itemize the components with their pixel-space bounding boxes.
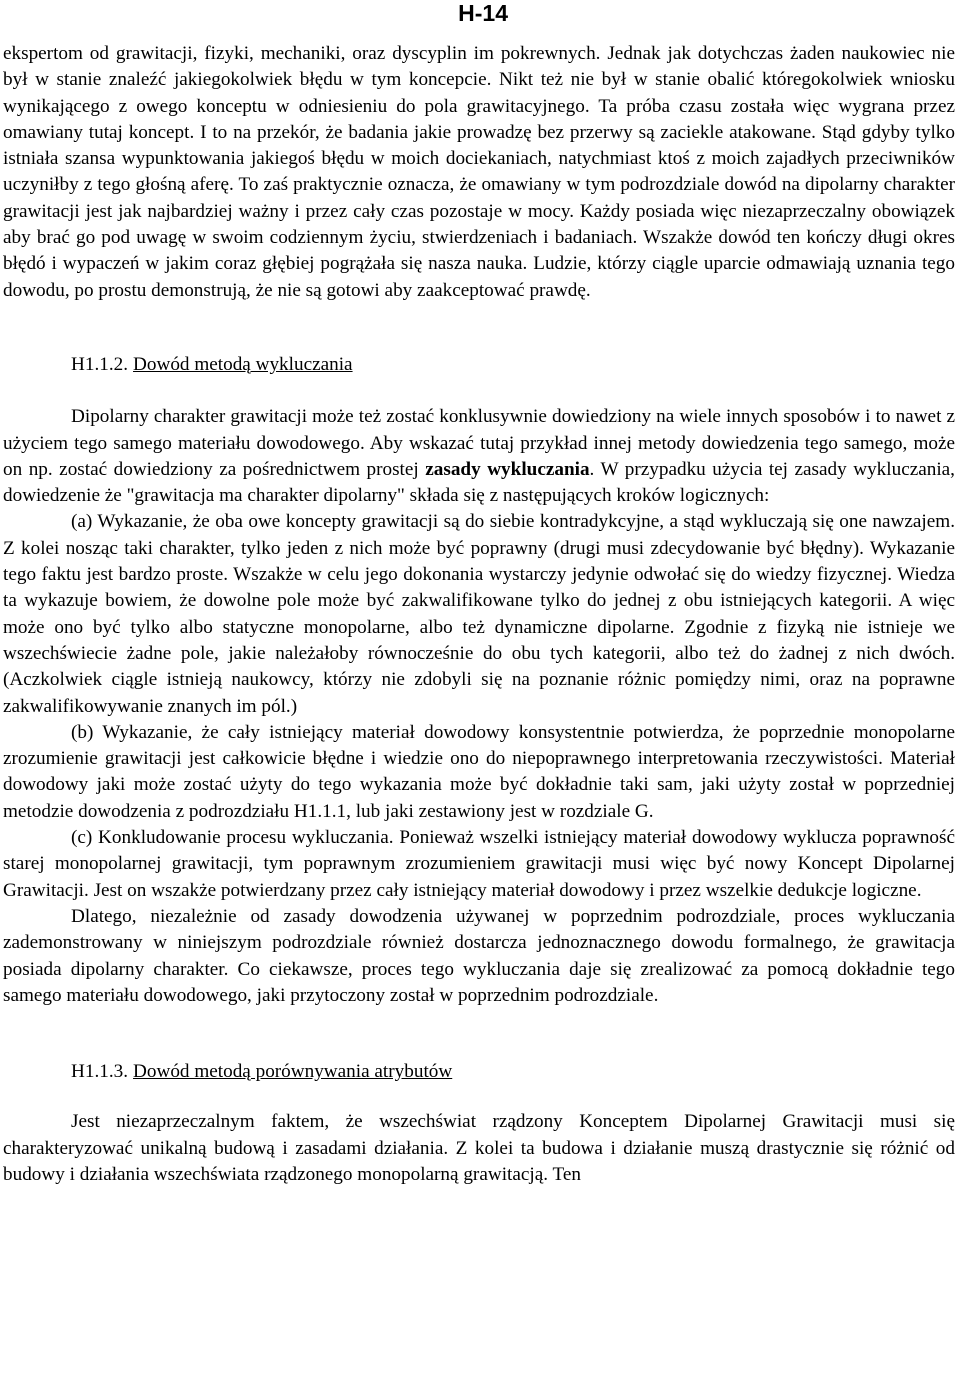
- page-header: H-14: [458, 0, 508, 26]
- step-a-paragraph: (a) Wykazanie, że oba owe koncepty grawitacji są do siebie kontradykcyjne, a stąd wykluczają się one nawzajem. Z kolei nosząc taki charakter, tylko jeden z nich może być poprawny (drugi musi zdecydowanie być błędny). Wykazanie tego faktu jest bardzo proste. Wszakże w celu jego dokonania wystarczy jedynie odwołać się do wiedzy fizycznej. Wiedza ta wykazuje bowiem, że dowolne pole może być zakwalifikowane tylko do jednej z obu istniejących kategorii. A więc może ono być tylko albo statyczne monopolarne, albo też dynamiczne dipolarne. Zgodnie z fizyką nie istnieje we wszechświecie żadne pole, jakie należałoby równocześnie do obu tych kategorii, albo też do żadnej z nich dwóch. (Aczkolwiek ciągle istnieją naukowcy, którzy nie zdobyli się na poznanie różnic pomiędzy nimi, oraz na poprawne zakwalifikowywanie znanych im pól.): [3, 511, 955, 717]
- attributes-paragraph: Jest niezaprzeczalnym faktem, że wszechświat rządzony Konceptem Dipolarnej Grawitacji musi się charakteryzować unikalną budową i zasadami działania. Z kolei ta budowa i działanie muszą drastycznie się różnić od budowy i działania wszechświata rządzonego monopolarną grawitacją. Ten: [3, 1111, 955, 1185]
- section-title: Dowód metodą porównywania atrybutów: [133, 1061, 453, 1083]
- section-heading-h1-1-2: [3, 352, 955, 378]
- intro-paragraph: ekspertom od grawitacji, fizyki, mechaniki, oraz dyscyplin im pokrewnych. Jednak jak dotychczas żaden naukowiec nie był w stanie znaleźć jakiegokolwiek błędu w tym koncepcie. Nikt też nie był w stanie obalić któregokolwiek wniosku wynikającego z owego konceptu w odniesieniu do pola grawitacyjnego. Ta próba czasu została więc wygrana przez omawiany tutaj koncept. I to na przekór, że badania jakie prowadzę bez przerwy są zaciekle atakowane. Stąd gdyby tylko istniała szansa wypunktowania jakiegoś błędu w moich dociekaniach, natychmiast ktoś z moich zajadłych przeciwników uczyniłby z tego głośną aferę. To zaś praktycznie oznacza, że omawiany w tym podrozdziale dowód na dipolarny charakter grawitacji jest jak najbardziej ważny i przez cały czas pozostaje w mocy. Każdy posiada więc niezaprzeczalny obowiązek aby brać go pod uwagę w swoim codziennym życiu, stwierdzeniach i badaniach. Wszakże dowód ten kończy długi okres błędó i wypaczeń w jakim coraz głębiej pogrążała się nasza nauka. Ludzie, którzy ciągle uparcie odmawiają uznania tego dowodu, po prostu demonstrują, że nie są gotowi aby zaakceptować prawdę.: [3, 43, 955, 301]
- step-b-paragraph: (b) Wykazanie, że cały istniejący materiał dowodowy konsystentnie potwierdza, że poprzednie monopolarne zrozumienie grawitacji jest całkowicie błędne i wiedzie ono do niepoprawnego interpretowania rzeczywistości. Materiał dowodowy jaki może zostać użyty do tego wykazania może być dokładnie taki sam, jaki użyty został w poprzedniej metodzie dowodzenia z podrozdziału H1.1.1, lub jaki zestawiony jest w rozdziale G.: [3, 721, 955, 822]
- paragraph-text: Dipolarny charakter grawitacji może też zostać konklusywnie dowiedziony na wiele innych sposobów i to nawet z użyciem tego samego materiału dowodowego. Aby wskazać tutaj przykład innej metody dowiedzenia tego samego, może on np. zostać dowiedziony za pośrednictwem prostej: [3, 406, 955, 480]
- bold-term: zasady wykluczania: [425, 458, 590, 480]
- section-heading-h1-1-3: [3, 1059, 955, 1085]
- paragraph-text: . W przypadku użycia tej zasady wykluczania, dowiedzenie że "grawitacja ma charakter dipolarny" składa się z następujących kroków logicznych:: [3, 458, 955, 507]
- section-title: Dowód metodą wykluczania: [133, 353, 353, 375]
- exclusion-intro-paragraph: [3, 404, 955, 509]
- conclusion-paragraph: Dlatego, niezależnie od zasady dowodzenia używanej w poprzednim podrozdziale, proces wykluczania zademonstrowany w niniejszym podrozdziale również dostarcza jednoznacznego dowodu formalnego, że grawitacja posiada dipolarny charakter. Co ciekawsze, proces tego wykluczania daje się zrealizować za pomocą dokładnie tego samego materiału dowodowego, jaki przytoczony został w poprzednim podrozdziale.: [3, 905, 955, 1006]
- section-number: H1.1.2.: [71, 353, 129, 375]
- step-c-paragraph: (c) Konkludowanie procesu wykluczania. Ponieważ wszelki istniejący materiał dowodowy wyklucza poprawność starej monopolarnej grawitacji, tym poprawnym zrozumieniem grawitacji musi więc być nowy Koncept Dipolarnej Grawitacji. Jest on wszakże potwierdzany przez cały istniejący materiał dowodowy i przez wszelkie dedukcje logiczne.: [3, 827, 955, 901]
- section-number: H1.1.3.: [71, 1061, 129, 1083]
- document-body: [3, 41, 955, 1188]
